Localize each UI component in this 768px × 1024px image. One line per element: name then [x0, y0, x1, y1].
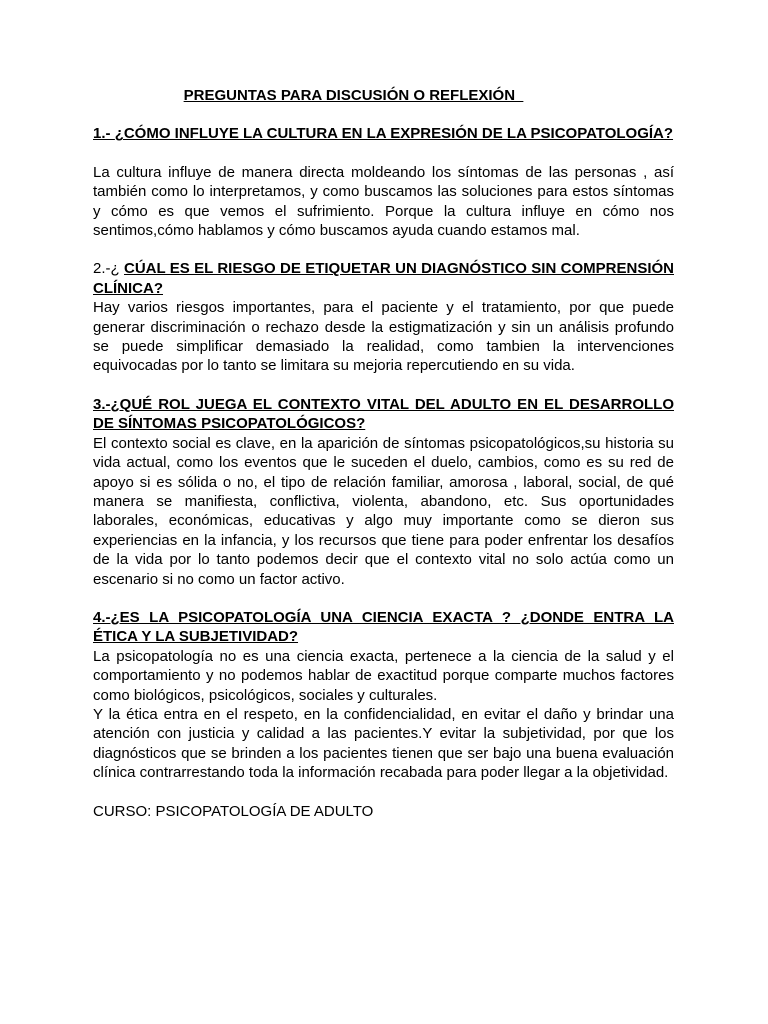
question-1-heading	[93, 124, 674, 143]
question-4-heading	[93, 608, 674, 647]
question-4-number: 4.-	[93, 608, 111, 626]
document-title: PREGUNTAS PARA DISCUSIÓN O REFLEXIÓN	[183, 87, 524, 104]
question-1-number: 1.-	[93, 125, 115, 143]
question-1-text: ¿CÓMO INFLUYE LA CULTURA EN LA EXPRESIÓN DE LA PSICOPATOLOGÍA?	[114, 125, 674, 143]
question-2-number: 2.-¿	[93, 260, 125, 278]
spacer	[93, 376, 674, 395]
question-2-heading	[93, 259, 674, 298]
answer-3: El contexto social es clave, en la aparición de síntomas psicopatológicos,su historia su vida actual, como los eventos que le suceden el duelo, cambios, como es su red de apoyo si es sólida o no, el tipo de relación familiar, amorosa , laboral, social, de qué manera se manifiesta, conflictiva, violenta, abandono, etc. Sus oportunidades laborales, económicas, educativas y algo muy importante como se dieron sus experiencias en la infancia, y los recursos que tiene para poder enfrentar los desafíos de la vida por lo tanto podemos decir que el contexto vital no solo actúa como un escenario si no como un factor activo.	[93, 434, 674, 588]
answer-2: Hay varios riesgos importantes, para el paciente y el tratamiento, por que puede generar discriminación o rechazo desde la estigmatización y sin un análisis profundo se puede simplificar demasiado la realidad, como tambien la intervenciones equivocadas por lo tanto se limitara su mejoria repercutiendo en su vida.	[93, 299, 674, 375]
spacer	[93, 144, 674, 163]
spacer	[93, 240, 674, 259]
course-line: CURSO: PSICOPATOLOGÍA DE ADULTO	[93, 802, 374, 820]
answer-4-paragraph-2: Y la ética entra en el respeto, en la confidencialidad, en evitar el daño y brindar una atención con justicia y calidad a las pacientes.Y evitar la subjetividad, por que los diagnósticos que se brinden a los pacientes tienen que ser bajo una buena evaluación clínica contrarrestando toda la información recabada para poder llegar a la objetividad.	[93, 705, 674, 782]
question-4-text: ¿ES LA PSICOPATOLOGÍA UNA CIENCIA EXACTA ? ¿DONDE ENTRA LA ÉTICA Y LA SUBJETIVIDAD?	[93, 608, 674, 646]
question-3-heading	[93, 395, 674, 434]
answer-1: La cultura influye de manera directa moldeando los síntomas de las personas , así también como lo interpretamos, y como buscamos las soluciones para estos síntomas y cómo es que vemos el sufrimiento. Porque la cultura influye en cómo nos sentimos,cómo hablamos y cómo buscamos ayuda cuando estamos mal.	[93, 163, 674, 240]
spacer	[93, 783, 674, 802]
question-3-text: ¿QUÉ ROL JUEGA EL CONTEXTO VITAL DEL ADULTO EN EL DESARROLLO DE SÍNTOMAS PSICOPATOLÓGICOS?	[93, 395, 674, 433]
spacer	[93, 589, 674, 608]
question-2-text: CÚAL ES EL RIESGO DE ETIQUETAR UN DIAGNÓSTICO SIN COMPRENSIÓN CLÍNICA?	[93, 260, 674, 297]
question-3-number: 3.-	[93, 395, 111, 413]
answer-4-paragraph-1: La psicopatología no es una ciencia exacta, pertenece a la ciencia de la salud y el comportamiento y no podemos hablar de exactitud porque comparte muchos factores como biológicos, psicológicos, sociales y culturales.	[93, 647, 674, 704]
